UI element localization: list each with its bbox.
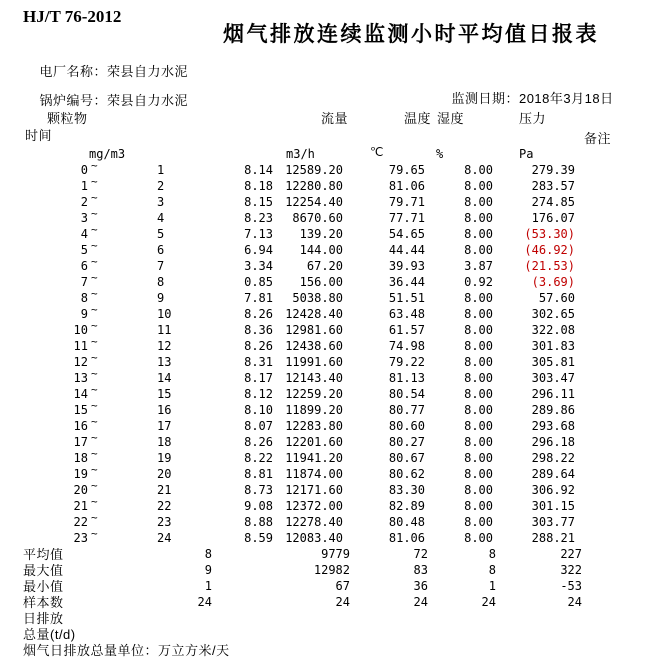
temperature-value: 39.93 (388, 259, 425, 273)
humidity-value: 8.00 (464, 419, 493, 433)
hour-start: 13 (73, 371, 88, 385)
hour-start: 12 (73, 355, 88, 369)
hour-end: 21 (157, 483, 172, 497)
tilde: ~ (91, 383, 98, 396)
pressure-value: (46.92) (524, 243, 575, 257)
hour-start: 5 (80, 243, 88, 257)
hour-end: 12 (157, 339, 172, 353)
humidity-value: 8.00 (464, 323, 493, 337)
tilde: ~ (91, 463, 98, 476)
temperature-value: 54.65 (388, 227, 425, 241)
pm-value: 8.36 (244, 323, 273, 337)
unit-pm: mg/m3 (89, 147, 126, 161)
hour-end: 10 (157, 307, 172, 321)
tilde: ~ (91, 287, 98, 300)
pressure-value: 303.77 (531, 515, 575, 529)
temperature-value: 81.06 (388, 531, 425, 545)
summary-pressure-value: -53 (560, 579, 582, 593)
table-row (0, 415, 655, 436)
summary-pressure-value: 227 (560, 547, 582, 561)
table-row (0, 191, 655, 212)
flow-value: 144.00 (299, 243, 343, 257)
summary-flow-value: 12982 (313, 563, 350, 577)
hour-end: 13 (157, 355, 172, 369)
humidity-value: 8.00 (464, 243, 493, 257)
tilde: ~ (91, 207, 98, 220)
hour-start: 4 (80, 227, 88, 241)
pressure-value: 322.08 (531, 323, 575, 337)
humidity-value: 8.00 (464, 355, 493, 369)
hour-end: 1 (157, 163, 165, 177)
table-row (0, 287, 655, 308)
table-row (0, 159, 655, 180)
temperature-value: 77.71 (388, 211, 425, 225)
pm-value: 8.15 (244, 195, 273, 209)
column-header-humidity: 湿度 (437, 111, 465, 126)
pressure-value: 279.39 (531, 163, 575, 177)
humidity-value: 8.00 (464, 467, 493, 481)
hour-end: 8 (157, 275, 165, 289)
unit-humidity: % (436, 147, 444, 161)
temperature-value: 63.48 (388, 307, 425, 321)
flow-value: 12428.40 (285, 307, 343, 321)
temperature-value: 80.27 (388, 435, 425, 449)
humidity-value: 8.00 (464, 483, 493, 497)
pm-value: 8.81 (244, 467, 273, 481)
pm-value: 8.26 (244, 435, 273, 449)
summary-humidity-value: 24 (481, 595, 496, 609)
pressure-value: 293.68 (531, 419, 575, 433)
unit-pressure: Pa (519, 147, 534, 161)
table-row (0, 335, 655, 356)
tilde: ~ (91, 271, 98, 284)
table-row (0, 351, 655, 372)
flow-value: 12259.20 (285, 387, 343, 401)
table-row (0, 383, 655, 404)
humidity-value: 8.00 (464, 211, 493, 225)
hour-start: 23 (73, 531, 88, 545)
summary-pm-value: 9 (204, 563, 212, 577)
pm-value: 7.81 (244, 291, 273, 305)
pm-value: 8.17 (244, 371, 273, 385)
summary-pressure-value: 24 (567, 595, 582, 609)
footer-unit-note: 烟气日排放总量单位：万立方米/天 (23, 643, 230, 658)
tilde: ~ (91, 159, 98, 172)
hour-start: 16 (73, 419, 88, 433)
hour-start: 14 (73, 387, 88, 401)
summary-humidity-value: 8 (488, 563, 496, 577)
monitor-date-label: 监测日期： (451, 91, 519, 106)
temperature-value: 81.13 (388, 371, 425, 385)
table-row (0, 319, 655, 340)
tilde: ~ (91, 255, 98, 268)
tilde: ~ (91, 351, 98, 364)
pm-value: 8.14 (244, 163, 273, 177)
summary-label: 样本数 (23, 595, 64, 610)
flow-value: 67.20 (306, 259, 343, 273)
pm-value: 9.08 (244, 499, 273, 513)
temperature-value: 79.71 (388, 195, 425, 209)
pressure-value: 176.07 (531, 211, 575, 225)
pressure-value: 57.60 (538, 291, 575, 305)
summary-row (0, 580, 655, 596)
pm-value: 8.59 (244, 531, 273, 545)
flow-value: 139.20 (299, 227, 343, 241)
tilde: ~ (91, 527, 98, 540)
pm-value: 8.07 (244, 419, 273, 433)
pm-value: 8.22 (244, 451, 273, 465)
temperature-value: 82.89 (388, 499, 425, 513)
pressure-value: 298.22 (531, 451, 575, 465)
humidity-value: 8.00 (464, 179, 493, 193)
table-row (0, 431, 655, 452)
pm-value: 8.26 (244, 339, 273, 353)
temperature-value: 80.62 (388, 467, 425, 481)
flow-value: 12171.60 (285, 483, 343, 497)
table-row (0, 463, 655, 484)
hour-end: 15 (157, 387, 172, 401)
hour-end: 22 (157, 499, 172, 513)
pressure-value: 301.83 (531, 339, 575, 353)
pressure-value: 306.92 (531, 483, 575, 497)
table-row (0, 207, 655, 228)
summary-label: 最小值 (23, 579, 64, 594)
pressure-value: 274.85 (531, 195, 575, 209)
doc-standard-number: HJ/T 76-2012 (23, 7, 122, 26)
hour-start: 6 (80, 259, 88, 273)
flow-value: 12589.20 (285, 163, 343, 177)
summary-label: 最大值 (23, 563, 64, 578)
hour-end: 4 (157, 211, 165, 225)
daily-total-label: 总量(t/d) (23, 627, 76, 642)
boiler-number-value: 荣县自力水泥 (106, 93, 188, 108)
table-row (0, 303, 655, 324)
hour-end: 16 (157, 403, 172, 417)
hour-end: 17 (157, 419, 172, 433)
temperature-value: 80.48 (388, 515, 425, 529)
tilde: ~ (91, 191, 98, 204)
flow-value: 12372.00 (285, 499, 343, 513)
tilde: ~ (91, 399, 98, 412)
pm-value: 8.26 (244, 307, 273, 321)
pm-value: 8.12 (244, 387, 273, 401)
table-row (0, 271, 655, 292)
humidity-value: 0.92 (464, 275, 493, 289)
summary-flow-value: 24 (335, 595, 350, 609)
hour-start: 15 (73, 403, 88, 417)
pressure-value: 283.57 (531, 179, 575, 193)
pm-value: 8.31 (244, 355, 273, 369)
pressure-value: (3.69) (531, 275, 575, 289)
temperature-value: 80.54 (388, 387, 425, 401)
hour-start: 20 (73, 483, 88, 497)
table-row (0, 239, 655, 260)
pressure-value: 288.21 (531, 531, 575, 545)
table-row (0, 399, 655, 420)
flow-value: 12981.60 (285, 323, 343, 337)
hour-start: 9 (80, 307, 88, 321)
flow-value: 11899.20 (285, 403, 343, 417)
summary-pm-value: 8 (204, 547, 212, 561)
summary-flow-value: 67 (335, 579, 350, 593)
temperature-value: 79.22 (388, 355, 425, 369)
pm-value: 0.85 (244, 275, 273, 289)
flow-value: 12201.60 (285, 435, 343, 449)
summary-temperature-value: 36 (413, 579, 428, 593)
humidity-value: 8.00 (464, 499, 493, 513)
hour-start: 0 (80, 163, 88, 177)
column-header-pressure: 压力 (519, 111, 547, 126)
hour-end: 11 (157, 323, 172, 337)
summary-label: 平均值 (23, 547, 64, 562)
flow-value: 12280.80 (285, 179, 343, 193)
pm-value: 8.18 (244, 179, 273, 193)
table-row (0, 367, 655, 388)
boiler-number-label: 锅炉编号： (39, 93, 107, 108)
hour-start: 2 (80, 195, 88, 209)
humidity-value: 8.00 (464, 403, 493, 417)
hour-start: 3 (80, 211, 88, 225)
tilde: ~ (91, 447, 98, 460)
temperature-value: 80.77 (388, 403, 425, 417)
temperature-value: 51.51 (388, 291, 425, 305)
hour-end: 24 (157, 531, 172, 545)
temperature-value: 36.44 (388, 275, 425, 289)
pm-value: 8.88 (244, 515, 273, 529)
pm-value: 7.13 (244, 227, 273, 241)
humidity-value: 8.00 (464, 371, 493, 385)
pm-value: 8.10 (244, 403, 273, 417)
pressure-value: 296.11 (531, 387, 575, 401)
temperature-value: 44.44 (388, 243, 425, 257)
humidity-value: 8.00 (464, 435, 493, 449)
summary-flow-value: 9779 (321, 547, 350, 561)
hour-end: 18 (157, 435, 172, 449)
hour-start: 18 (73, 451, 88, 465)
hour-start: 7 (80, 275, 88, 289)
pressure-value: 289.86 (531, 403, 575, 417)
pressure-value: 303.47 (531, 371, 575, 385)
flow-value: 11991.60 (285, 355, 343, 369)
hour-end: 20 (157, 467, 172, 481)
hour-start: 11 (73, 339, 88, 353)
daily-emission-label: 日排放 (23, 611, 64, 626)
unit-flow: m3/h (286, 147, 315, 161)
summary-row (0, 564, 655, 580)
hour-end: 9 (157, 291, 165, 305)
plant-name-value: 荣县自力水泥 (106, 64, 188, 79)
column-header-remark: 备注 (584, 131, 612, 146)
temperature-value: 83.30 (388, 483, 425, 497)
flow-value: 12083.40 (285, 531, 343, 545)
pressure-value: (21.53) (524, 259, 575, 273)
pressure-value: (53.30) (524, 227, 575, 241)
summary-pm-value: 24 (197, 595, 212, 609)
column-header-flow: 流量 (321, 111, 349, 126)
humidity-value: 8.00 (464, 195, 493, 209)
summary-row (0, 596, 655, 612)
pressure-value: 302.65 (531, 307, 575, 321)
temperature-value: 80.67 (388, 451, 425, 465)
tilde: ~ (91, 239, 98, 252)
pressure-value: 296.18 (531, 435, 575, 449)
tilde: ~ (91, 319, 98, 332)
column-header-time: 时间 (25, 128, 53, 143)
flow-value: 12254.40 (285, 195, 343, 209)
flow-value: 12143.40 (285, 371, 343, 385)
tilde: ~ (91, 479, 98, 492)
monitor-date-value: 2018年3月18日 (518, 91, 614, 106)
report-title: 烟气排放连续监测小时平均值日报表 (223, 23, 599, 46)
humidity-value: 8.00 (464, 339, 493, 353)
humidity-value: 8.00 (464, 291, 493, 305)
summary-row (0, 548, 655, 564)
table-row (0, 527, 655, 548)
humidity-value: 8.00 (464, 163, 493, 177)
summary-humidity-value: 1 (488, 579, 496, 593)
summary-pressure-value: 322 (560, 563, 582, 577)
tilde: ~ (91, 495, 98, 508)
pm-value: 6.94 (244, 243, 273, 257)
table-row (0, 223, 655, 244)
flow-value: 8670.60 (292, 211, 343, 225)
tilde: ~ (91, 511, 98, 524)
hour-end: 23 (157, 515, 172, 529)
humidity-value: 8.00 (464, 227, 493, 241)
temperature-value: 61.57 (388, 323, 425, 337)
hour-start: 10 (73, 323, 88, 337)
pm-value: 8.23 (244, 211, 273, 225)
hour-end: 14 (157, 371, 172, 385)
summary-humidity-value: 8 (488, 547, 496, 561)
hour-start: 17 (73, 435, 88, 449)
hour-start: 21 (73, 499, 88, 513)
flow-value: 12283.80 (285, 419, 343, 433)
column-header-temperature: 温度 (404, 111, 432, 126)
humidity-value: 8.00 (464, 387, 493, 401)
temperature-value: 74.98 (388, 339, 425, 353)
humidity-value: 8.00 (464, 531, 493, 545)
hour-start: 19 (73, 467, 88, 481)
hour-end: 7 (157, 259, 165, 273)
table-row (0, 479, 655, 500)
table-row (0, 495, 655, 516)
unit-temperature: ℃ (370, 145, 384, 159)
hour-end: 6 (157, 243, 165, 257)
flow-value: 11874.00 (285, 467, 343, 481)
temperature-value: 79.65 (388, 163, 425, 177)
flow-value: 156.00 (299, 275, 343, 289)
tilde: ~ (91, 303, 98, 316)
hour-end: 19 (157, 451, 172, 465)
flow-value: 12278.40 (285, 515, 343, 529)
hour-end: 2 (157, 179, 165, 193)
tilde: ~ (91, 335, 98, 348)
humidity-value: 8.00 (464, 451, 493, 465)
pressure-value: 301.15 (531, 499, 575, 513)
humidity-value: 8.00 (464, 515, 493, 529)
pressure-value: 289.64 (531, 467, 575, 481)
plant-name-label: 电厂名称： (39, 64, 107, 79)
pressure-value: 305.81 (531, 355, 575, 369)
tilde: ~ (91, 367, 98, 380)
column-header-pm: 颗粒物 (47, 111, 88, 126)
table-row (0, 447, 655, 468)
humidity-value: 3.87 (464, 259, 493, 273)
flow-value: 11941.20 (285, 451, 343, 465)
tilde: ~ (91, 223, 98, 236)
pm-value: 8.73 (244, 483, 273, 497)
table-row (0, 175, 655, 196)
summary-pm-value: 1 (204, 579, 212, 593)
flow-value: 12438.60 (285, 339, 343, 353)
hour-start: 8 (80, 291, 88, 305)
pm-value: 3.34 (244, 259, 273, 273)
humidity-value: 8.00 (464, 307, 493, 321)
summary-temperature-value: 24 (413, 595, 428, 609)
table-row (0, 511, 655, 532)
hour-start: 1 (80, 179, 88, 193)
tilde: ~ (91, 415, 98, 428)
tilde: ~ (91, 175, 98, 188)
summary-temperature-value: 72 (413, 547, 428, 561)
hour-end: 5 (157, 227, 165, 241)
hour-end: 3 (157, 195, 165, 209)
hour-start: 22 (73, 515, 88, 529)
flow-value: 5038.80 (292, 291, 343, 305)
summary-temperature-value: 83 (413, 563, 428, 577)
table-row (0, 255, 655, 276)
tilde: ~ (91, 431, 98, 444)
temperature-value: 80.60 (388, 419, 425, 433)
temperature-value: 81.06 (388, 179, 425, 193)
